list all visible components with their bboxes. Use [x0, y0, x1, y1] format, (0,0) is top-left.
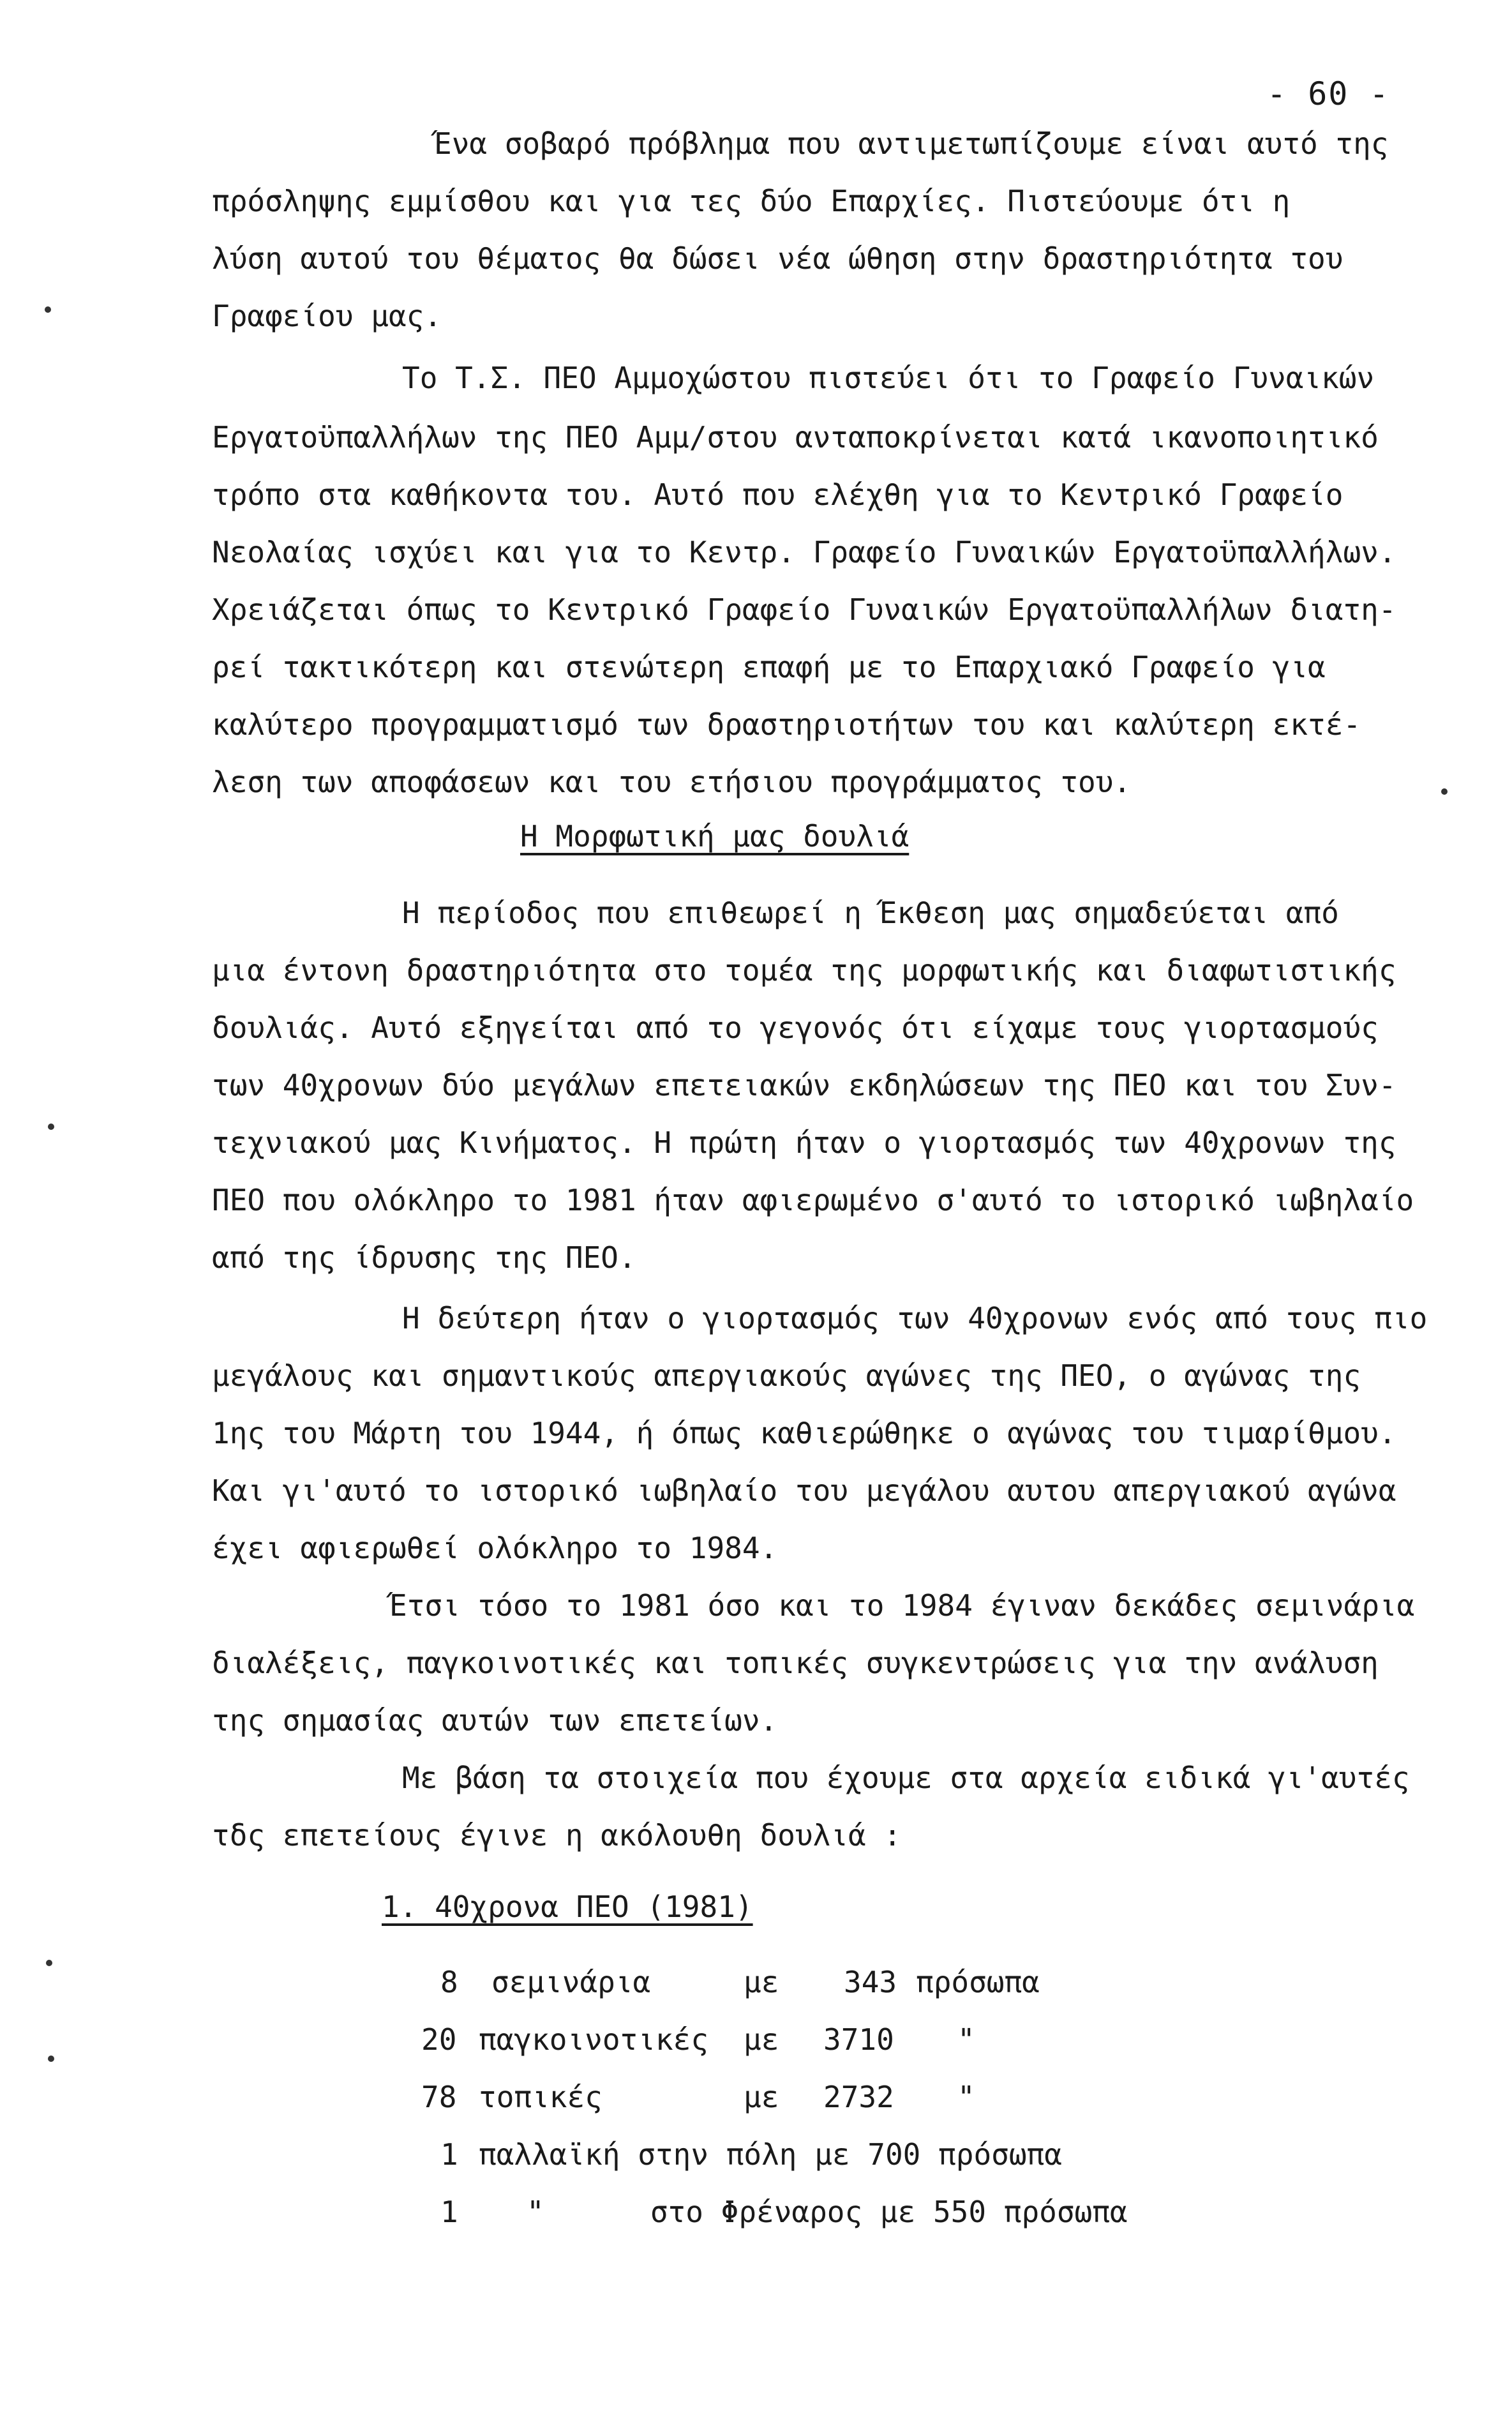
- row-kind: σεμινάρια: [491, 1965, 651, 1999]
- text-line: δουλιάς. Αυτό εξηγείται από το γεγονός ότι είχαμε τους γιορτασμούς: [212, 1011, 1379, 1045]
- text-line: Το Τ.Σ. ΠΕΟ Αμμοχώστου πιστεύει ότι το Γραφείο Γυναικών: [402, 361, 1375, 395]
- text-line: 1ης του Μάρτη του 1944, ή όπως καθιερώθηκε ο αγώνας του τιμαρίθμου.: [212, 1416, 1396, 1450]
- text-line: μια έντονη δραστηριότητα στο τομέα της μορφωτικής και διαφωτιστικής: [212, 953, 1396, 988]
- text-line: ρεί τακτικότερη και στενώτερη επαφή με το Επαρχιακό Γραφείο για: [212, 650, 1326, 684]
- row-with: με: [744, 2080, 779, 2114]
- text-line: Εργατοϋπαλλήλων της ΠΕΟ Αμμ/στου ανταποκρίνεται κατά ικανοποιητικό: [212, 420, 1379, 455]
- row-number: 3710: [823, 2022, 894, 2057]
- text-line: Η περίοδος που επιθεωρεί η Έκθεση μας σημαδεύεται από: [402, 896, 1339, 930]
- list-row: [0, 2135, 1512, 2174]
- text-line: έχει αφιερωθεί ολόκληρο το 1984.: [212, 1531, 778, 1565]
- row-kind: παγκοινοτικές: [479, 2022, 709, 2057]
- text-line: λεση των αποφάσεων και του ετήσιου προγράμματος του.: [212, 765, 1132, 799]
- text-line: τεχνιακού μας Κινήματος. Η πρώτη ήταν ο γιορτασμός των 40χρονων της: [212, 1125, 1396, 1160]
- list-row: [0, 2020, 1512, 2059]
- page-number: - 60 -: [1267, 75, 1390, 112]
- subsection-heading: 1. 40χρονα ΠΕΟ (1981): [382, 1890, 753, 1924]
- row-unit: πρόσωπα: [916, 1965, 1040, 1999]
- text-line: Νεολαίας ισχύει και για το Κεντρ. Γραφείο Γυναικών Εργατοϋπαλλήλων.: [212, 535, 1396, 569]
- text-line: Η δεύτερη ήταν ο γιορτασμός των 40χρονων ενός από τους πιο: [402, 1301, 1428, 1335]
- text-line: Και γι'αυτό το ιστορικό ιωβηλαίο του μεγάλου αυτου απεργιακού αγώνα: [212, 1473, 1396, 1508]
- list-row: [0, 2078, 1512, 2116]
- scan-speck: [48, 2056, 54, 2062]
- list-row: [0, 2193, 1512, 2231]
- text-line: Γραφείου μας.: [212, 299, 442, 333]
- text-line: των 40χρονων δύο μεγάλων επετειακών εκδηλώσεων της ΠΕΟ και του Συν-: [212, 1068, 1396, 1102]
- row-unit: ": [957, 2080, 975, 2114]
- scan-speck: [1441, 788, 1448, 795]
- row-count: 8: [440, 1965, 458, 1999]
- text-line: ΠΕΟ που ολόκληρο το 1981 ήταν αφιερωμένο σ'αυτό το ιστορικό ιωβηλαίο: [212, 1183, 1414, 1217]
- row-count: 1: [440, 2195, 458, 2229]
- text-line: Με βάση τα στοιχεία που έχουμε στα αρχεία ειδικά γι'αυτές: [402, 1761, 1410, 1795]
- scan-speck: [48, 1124, 54, 1130]
- row-with: με: [744, 1965, 779, 1999]
- text-line: τρόπο στα καθήκοντα του. Αυτό που ελέχθη για το Κεντρικό Γραφείο: [212, 477, 1344, 512]
- row-count: 20: [421, 2022, 457, 2057]
- text-line: της σημασίας αυτών των επετείων.: [212, 1703, 778, 1738]
- row-number: 343: [844, 1965, 897, 1999]
- text-line: λύση αυτού του θέματος θα δώσει νέα ώθηση στην δραστηριότητα του: [212, 241, 1344, 276]
- text-line: Χρειάζεται όπως το Κεντρικό Γραφείο Γυναικών Εργατοϋπαλλήλων διατη-: [212, 592, 1396, 627]
- text-line: καλύτερο προγραμματισμό των δραστηριοτήτων του και καλύτερη εκτέ-: [212, 707, 1361, 742]
- scan-speck: [46, 1960, 52, 1966]
- section-heading: Η Μορφωτική μας δουλιά: [520, 819, 909, 853]
- row-count: 1: [440, 2137, 458, 2172]
- row-text: παλλαϊκή στην πόλη με 700 πρόσωπα: [479, 2137, 1062, 2172]
- row-number: 2732: [823, 2080, 894, 2114]
- text-line: από της ίδρυσης της ΠΕΟ.: [212, 1240, 636, 1275]
- row-count: 78: [421, 2080, 457, 2114]
- text-line: Ένα σοβαρό πρόβλημα που αντιμετωπίζουμε είναι αυτό της: [434, 126, 1389, 161]
- text-line: τδς επετείους έγινε η ακόλουθη δουλιά :: [212, 1818, 902, 1853]
- row-text: " στο Φρέναρος με 550 πρόσωπα: [527, 2195, 1128, 2229]
- text-line: διαλέξεις, παγκοινοτικές και τοπικές συγκεντρώσεις για την ανάλυση: [212, 1646, 1379, 1680]
- list-row: [0, 1963, 1512, 2001]
- row-unit: ": [957, 2022, 975, 2057]
- text-line: μεγάλους και σημαντικούς απεργιακούς αγώνες της ΠΕΟ, ο αγώνας της: [212, 1358, 1361, 1393]
- text-line: πρόσληψης εμμίσθου και για τες δύο Επαρχίες. Πιστεύουμε ότι η: [212, 184, 1291, 218]
- scan-speck: [45, 306, 51, 313]
- row-with: με: [744, 2022, 779, 2057]
- text-line: Έτσι τόσο το 1981 όσο και το 1984 έγιναν δεκάδες σεμινάρια: [389, 1588, 1415, 1623]
- row-kind: τοπικές: [479, 2080, 603, 2114]
